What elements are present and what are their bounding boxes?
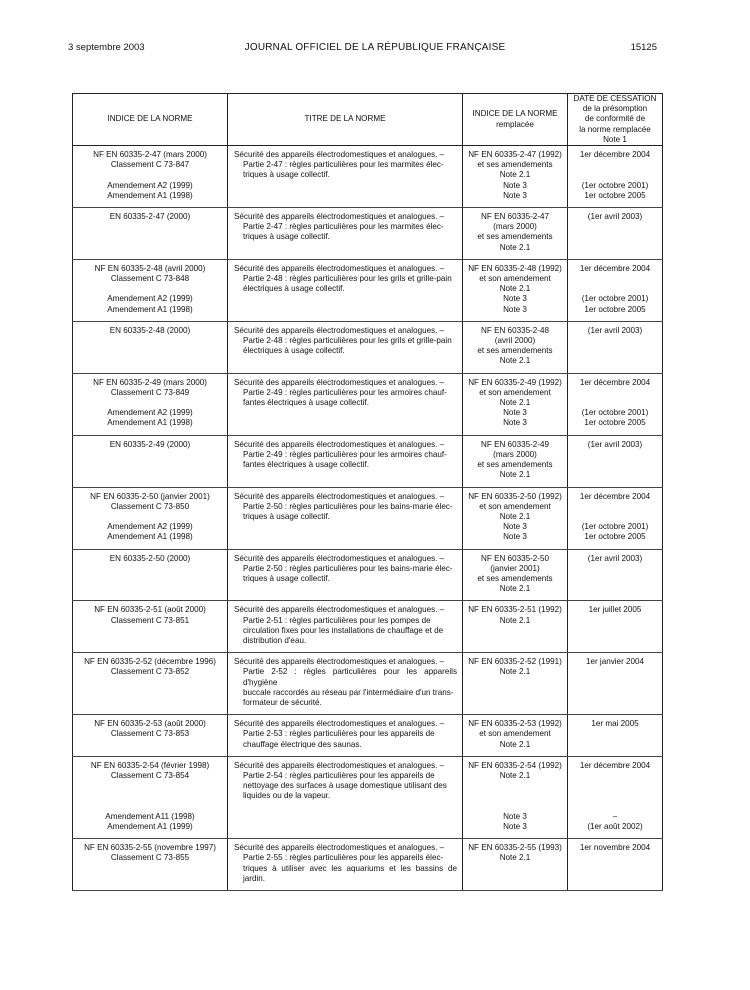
- cell-line: [571, 802, 659, 812]
- table-row: [73, 601, 663, 653]
- remplacee-cell: [463, 373, 568, 435]
- cell-line: et son amendement: [479, 387, 551, 397]
- col-header-line: remplacée: [496, 119, 534, 129]
- cell-line: NF EN 60335-2-49 (mars 2000): [93, 377, 207, 387]
- cell-line: Partie 2-50 : règles particulières pour les bains-marie élec-: [243, 563, 453, 573]
- cell-line: Sécurité des appareils électrodomestiques et analogues. –: [234, 657, 445, 667]
- cell-line: Note 2.1: [499, 511, 531, 521]
- indice-cell: [73, 259, 228, 321]
- cell-line: Note 3: [503, 180, 527, 190]
- cell-line: EN 60335-2-50 (2000): [109, 553, 191, 563]
- cell-line: 1er mai 2005: [591, 719, 639, 729]
- cell-line: NF EN 60335-2-50 (janvier 2001): [90, 491, 210, 501]
- indice-cell: [73, 487, 228, 549]
- cell-line: chauffage électrique des saunas.: [243, 739, 362, 749]
- table-row: [73, 435, 663, 487]
- cell-line: (1er avril 2003): [587, 325, 643, 335]
- indice-cell: [73, 208, 228, 260]
- titre-cell: [228, 839, 463, 891]
- cell-line: [76, 781, 224, 791]
- cell-line: et son amendement: [479, 274, 551, 284]
- table-row: [73, 259, 663, 321]
- cell-line: 1er décembre 2004: [579, 491, 651, 501]
- titre-cell: [228, 321, 463, 373]
- cell-line: électriques à usage collectif.: [243, 284, 345, 294]
- cell-line: [466, 791, 564, 801]
- cell-line: Amendement A1 (1998): [107, 418, 193, 428]
- cell-line: –: [612, 811, 618, 821]
- titre-cell: [228, 756, 463, 838]
- remplacee-cell: [463, 653, 568, 715]
- indice-cell: [73, 653, 228, 715]
- cell-line: Note 3: [503, 408, 527, 418]
- cell-line: Note 2.1: [499, 615, 531, 625]
- table-row: [73, 653, 663, 715]
- cell-line: Note 2.1: [499, 242, 531, 252]
- cell-line: 1er octobre 2005: [584, 190, 646, 200]
- cell-line: et ses amendements: [477, 460, 553, 470]
- cell-line: Partie 2-49 : règles particulières pour les armoires chauf-: [243, 387, 447, 397]
- cell-line: Note 2.1: [499, 470, 531, 480]
- cell-line: [571, 791, 659, 801]
- cell-line: Note 3: [503, 190, 527, 200]
- cell-line: Partie 2-51 : règles particulières pour les pompes de: [243, 615, 431, 625]
- table-row: [73, 487, 663, 549]
- cell-line: [466, 802, 564, 812]
- date-cessation-cell: [568, 487, 663, 549]
- cell-line: NF EN 60335-2-53 (août 2000): [94, 719, 206, 729]
- date-cessation-cell: [568, 435, 663, 487]
- cell-line: Sécurité des appareils électrodomestiques et analogues. –: [234, 212, 445, 222]
- cell-line: Note 2.1: [499, 667, 531, 677]
- cell-line: Sécurité des appareils électrodomestiques et analogues. –: [234, 553, 445, 563]
- cell-line: formateur de sécurité.: [243, 697, 322, 707]
- cell-line: Classement C 73-847: [110, 160, 190, 170]
- cell-line: [76, 802, 224, 812]
- date-cessation-cell: [568, 146, 663, 208]
- date-cessation-cell: [568, 321, 663, 373]
- cell-line: Partie 2-50 : règles particulières pour les bains-marie élec-: [243, 501, 453, 511]
- cell-line: (1er août 2002): [587, 821, 643, 831]
- cell-line: et ses amendements: [477, 232, 553, 242]
- indice-cell: [73, 549, 228, 601]
- col-header-remplacee: [463, 94, 568, 146]
- cell-line: NF EN 60335-2-54 (février 1998): [90, 760, 210, 770]
- cell-line: 1er octobre 2005: [584, 304, 646, 314]
- titre-cell: [228, 373, 463, 435]
- cell-line: Amendement A11 (1998): [105, 811, 195, 821]
- remplacee-cell: [463, 487, 568, 549]
- cell-line: Sécurité des appareils électrodomestiques et analogues. –: [234, 263, 445, 273]
- col-header-date-cessation: [568, 94, 663, 146]
- cell-line: Amendement A1 (1998): [107, 532, 193, 542]
- cell-line: [571, 388, 659, 398]
- cell-line: (1er octobre 2001): [581, 522, 649, 532]
- indice-cell: [73, 373, 228, 435]
- remplacee-cell: [463, 208, 568, 260]
- cell-line: [76, 284, 224, 294]
- cell-line: NF EN 60335-2-55 (1993): [468, 843, 562, 853]
- cell-line: Partie 2-48 : règles particulières pour les grils et grille-pain: [243, 336, 452, 346]
- date-cessation-cell: [568, 259, 663, 321]
- cell-line: Partie 2-55 : règles particulières pour les appareils élec-: [243, 853, 444, 863]
- cell-line: Partie 2-52 : règles particulières pour les appareils d'hygiène: [243, 667, 457, 687]
- cell-line: Amendement A2 (1999): [107, 408, 193, 418]
- date-cessation-cell: [568, 208, 663, 260]
- cell-line: NF EN 60335-2-48 (avril 2000): [94, 263, 206, 273]
- cell-line: Note 3: [503, 294, 527, 304]
- cell-line: Classement C 73-852: [110, 667, 190, 677]
- col-header-line: Note 1: [603, 134, 627, 144]
- titre-cell: [228, 653, 463, 715]
- cell-line: 1er décembre 2004: [579, 150, 651, 160]
- cell-line: (janvier 2001): [490, 563, 540, 573]
- date-cessation-cell: [568, 839, 663, 891]
- cell-line: triques à usage collectif.: [243, 573, 330, 583]
- cell-line: Note 3: [503, 418, 527, 428]
- table-row: [73, 756, 663, 838]
- indice-cell: [73, 321, 228, 373]
- remplacee-cell: [463, 839, 568, 891]
- cell-line: (mars 2000): [493, 449, 537, 459]
- cell-line: EN 60335-2-47 (2000): [109, 212, 191, 222]
- remplacee-cell: [463, 435, 568, 487]
- indice-cell: [73, 146, 228, 208]
- cell-line: NF EN 60335-2-47: [481, 212, 549, 222]
- cell-line: [571, 274, 659, 284]
- cell-line: Sécurité des appareils électrodomestiques et analogues. –: [234, 150, 445, 160]
- table-row: [73, 839, 663, 891]
- cell-line: NF EN 60335-2-49: [481, 439, 549, 449]
- titre-cell: [228, 259, 463, 321]
- cell-line: Amendement A1 (1999): [107, 821, 193, 831]
- cell-line: NF EN 60335-2-50 (1992): [468, 491, 562, 501]
- col-header-line: TITRE DE LA NORME: [304, 114, 386, 124]
- cell-line: 1er décembre 2004: [579, 263, 651, 273]
- cell-line: Amendement A1 (1998): [107, 190, 193, 200]
- cell-line: NF EN 60335-2-53 (1992): [468, 719, 562, 729]
- indice-cell: [73, 715, 228, 757]
- cell-line: NF EN 60335-2-47 (mars 2000): [93, 150, 207, 160]
- titre-cell: [228, 487, 463, 549]
- cell-line: (avril 2000): [494, 336, 536, 346]
- date-cessation-cell: [568, 653, 663, 715]
- cell-line: Classement C 73-850: [110, 501, 190, 511]
- cell-line: Sécurité des appareils électrodomestiques et analogues. –: [234, 843, 445, 853]
- cell-line: (1er octobre 2001): [581, 294, 649, 304]
- cell-line: [76, 512, 224, 522]
- cell-line: nettoyage des surfaces à usage domestique utilisant des: [243, 781, 447, 791]
- cell-line: et ses amendements: [477, 160, 553, 170]
- cell-line: [571, 170, 659, 180]
- cell-line: Classement C 73-854: [110, 770, 190, 780]
- cell-line: Classement C 73-853: [110, 729, 190, 739]
- cell-line: et son amendement: [479, 501, 551, 511]
- date-cessation-cell: [568, 549, 663, 601]
- cell-line: Note 2.1: [499, 739, 531, 749]
- page-number: 15125: [630, 42, 657, 53]
- cell-line: [571, 771, 659, 781]
- table-header-row: [73, 94, 663, 146]
- cell-line: [571, 512, 659, 522]
- cell-line: NF EN 60335-2-51 (1992): [468, 605, 562, 615]
- cell-line: Classement C 73-851: [110, 615, 190, 625]
- cell-line: 1er novembre 2004: [579, 843, 651, 853]
- cell-line: Note 3: [503, 821, 527, 831]
- cell-line: triques à utiliser avec les aquariums et les bassins de jardin.: [243, 863, 457, 883]
- cell-line: Classement C 73-855: [110, 853, 190, 863]
- col-header-line: DATE DE CESSATION: [573, 94, 657, 103]
- cell-line: 1er octobre 2005: [584, 532, 646, 542]
- cell-line: [76, 791, 224, 801]
- col-header-line: de la présomption: [582, 104, 648, 114]
- cell-line: Sécurité des appareils électrodomestiques et analogues. –: [234, 325, 445, 335]
- journal-title: JOURNAL OFFICIEL DE LA RÉPUBLIQUE FRANÇAISE: [244, 42, 506, 53]
- cell-line: NF EN 60335-2-54 (1992): [468, 760, 562, 770]
- date-cessation-cell: [568, 756, 663, 838]
- cell-line: et ses amendements: [477, 573, 553, 583]
- table-row: [73, 373, 663, 435]
- cell-line: Partie 2-48 : règles particulières pour les grils et grille-pain: [243, 274, 452, 284]
- remplacee-cell: [463, 601, 568, 653]
- cell-line: NF EN 60335-2-50: [481, 553, 549, 563]
- titre-cell: [228, 715, 463, 757]
- remplacee-cell: [463, 756, 568, 838]
- cell-line: Note 2.1: [499, 284, 531, 294]
- cell-line: Classement C 73-848: [110, 274, 190, 284]
- col-header-line: INDICE DE LA NORME: [472, 109, 558, 119]
- indice-cell: [73, 756, 228, 838]
- cell-line: (1er avril 2003): [587, 553, 643, 563]
- cell-line: Amendement A1 (1998): [107, 304, 193, 314]
- cell-line: Partie 2-47 : règles particulières pour les marmites élec-: [243, 222, 444, 232]
- titre-cell: [228, 549, 463, 601]
- cell-line: Sécurité des appareils électrodomestiques et analogues. –: [234, 605, 445, 615]
- cell-line: 1er décembre 2004: [579, 377, 651, 387]
- table-row: [73, 321, 663, 373]
- cell-line: 1er octobre 2005: [584, 418, 646, 428]
- table-body: [73, 146, 663, 891]
- cell-line: Note 2.1: [499, 770, 531, 780]
- indice-cell: [73, 435, 228, 487]
- cell-line: Classement C 73-849: [110, 387, 190, 397]
- cell-line: [76, 398, 224, 408]
- cell-line: Note 2.1: [499, 853, 531, 863]
- cell-line: [466, 781, 564, 791]
- date-cessation-cell: [568, 715, 663, 757]
- cell-line: Amendement A2 (1999): [107, 522, 193, 532]
- cell-line: Note 3: [503, 304, 527, 314]
- cell-line: NF EN 60335-2-49 (1992): [468, 377, 562, 387]
- cell-line: 1er janvier 2004: [585, 657, 645, 667]
- cell-line: EN 60335-2-48 (2000): [109, 325, 191, 335]
- cell-line: EN 60335-2-49 (2000): [109, 439, 191, 449]
- cell-line: triques à usage collectif.: [243, 511, 330, 521]
- cell-line: Note 2.1: [499, 584, 531, 594]
- table-row: [73, 549, 663, 601]
- cell-line: Amendement A2 (1999): [107, 294, 193, 304]
- cell-line: Note 2.1: [499, 356, 531, 366]
- cell-line: Sécurité des appareils électrodomestiques et analogues. –: [234, 439, 445, 449]
- col-header-line: INDICE DE LA NORME: [107, 114, 193, 124]
- cell-line: Partie 2-53 : règles particulières pour les appareils de: [243, 729, 435, 739]
- cell-line: Note 3: [503, 532, 527, 542]
- col-header-line: de conformité de: [584, 114, 646, 124]
- remplacee-cell: [463, 146, 568, 208]
- titre-cell: [228, 208, 463, 260]
- cell-line: NF EN 60335-2-55 (novembre 1997): [84, 843, 216, 853]
- remplacee-cell: [463, 259, 568, 321]
- remplacee-cell: [463, 715, 568, 757]
- cell-line: (1er avril 2003): [587, 212, 643, 222]
- cell-line: [571, 781, 659, 791]
- header-date: 3 septembre 2003: [68, 42, 145, 53]
- cell-line: Sécurité des appareils électrodomestiques et analogues. –: [234, 491, 445, 501]
- cell-line: NF EN 60335-2-52 (1991): [468, 657, 562, 667]
- cell-line: et son amendement: [479, 729, 551, 739]
- cell-line: buccale raccordés au réseau par l'intermédiaire d'un trans-: [243, 687, 454, 697]
- cell-line: Note 3: [503, 522, 527, 532]
- indice-cell: [73, 839, 228, 891]
- cell-line: distribution d'eau.: [243, 635, 307, 645]
- cell-line: (1er octobre 2001): [581, 180, 649, 190]
- cell-line: (mars 2000): [493, 222, 537, 232]
- titre-cell: [228, 435, 463, 487]
- date-cessation-cell: [568, 373, 663, 435]
- remplacee-cell: [463, 549, 568, 601]
- table-row: [73, 146, 663, 208]
- cell-line: [571, 502, 659, 512]
- cell-line: 1er juillet 2005: [588, 605, 642, 615]
- cell-line: Partie 2-49 : règles particulières pour les armoires chauf-: [243, 449, 447, 459]
- cell-line: [571, 398, 659, 408]
- col-header-line: la norme remplacée: [579, 124, 651, 134]
- cell-line: 1er décembre 2004: [579, 760, 651, 770]
- date-cessation-cell: [568, 601, 663, 653]
- cell-line: Note 2.1: [499, 398, 531, 408]
- cell-line: NF EN 60335-2-47 (1992): [468, 150, 562, 160]
- cell-line: fantes électriques à usage collectif.: [243, 398, 369, 408]
- cell-line: Sécurité des appareils électrodomestiques et analogues. –: [234, 760, 445, 770]
- cell-line: liquides ou de la vapeur.: [243, 791, 331, 801]
- cell-line: NF EN 60335-2-51 (août 2000): [94, 605, 206, 615]
- table-row: [73, 715, 663, 757]
- cell-line: Sécurité des appareils électrodomestiques et analogues. –: [234, 377, 445, 387]
- cell-line: triques à usage collectif.: [243, 232, 330, 242]
- cell-line: [571, 160, 659, 170]
- titre-cell: [228, 146, 463, 208]
- cell-line: Amendement A2 (1999): [107, 180, 193, 190]
- cell-line: circulation fixes pour les installations de chauffage et de: [243, 625, 444, 635]
- cell-line: triques à usage collectif.: [243, 170, 330, 180]
- col-header-indice: [73, 94, 228, 146]
- cell-line: [571, 284, 659, 294]
- cell-line: Partie 2-54 : règles particulières pour les appareils de: [243, 770, 435, 780]
- cell-line: (1er avril 2003): [587, 439, 643, 449]
- standards-table: [72, 93, 663, 891]
- cell-line: NF EN 60335-2-52 (décembre 1996): [84, 657, 216, 667]
- indice-cell: [73, 601, 228, 653]
- cell-line: Note 2.1: [499, 170, 531, 180]
- cell-line: Note 3: [503, 811, 527, 821]
- cell-line: et ses amendements: [477, 346, 553, 356]
- titre-cell: [228, 601, 463, 653]
- cell-line: NF EN 60335-2-48: [481, 325, 549, 335]
- cell-line: électriques à usage collectif.: [243, 346, 345, 356]
- cell-line: [76, 170, 224, 180]
- cell-line: fantes électriques à usage collectif.: [243, 460, 369, 470]
- col-header-titre: [228, 94, 463, 146]
- cell-line: Sécurité des appareils électrodomestiques et analogues. –: [234, 719, 445, 729]
- table-row: [73, 208, 663, 260]
- cell-line: Partie 2-47 : règles particulières pour les marmites élec-: [243, 160, 444, 170]
- cell-line: (1er octobre 2001): [581, 408, 649, 418]
- cell-line: NF EN 60335-2-48 (1992): [468, 263, 562, 273]
- remplacee-cell: [463, 321, 568, 373]
